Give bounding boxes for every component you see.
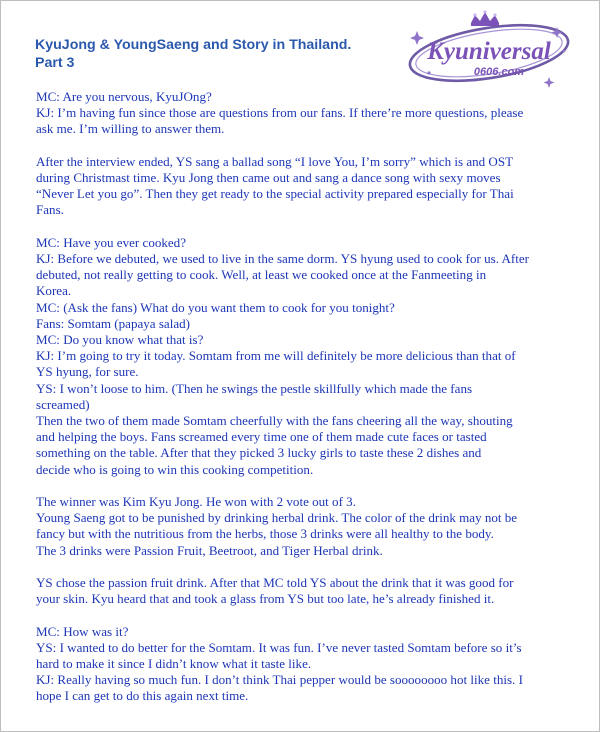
- text-line: After the interview ended, YS sang a ballad song “I love You, I’m sorry” which is and OST: [36, 153, 514, 169]
- text-line: KJ: Really having so much fun. I don’t think Thai pepper would be soooooooo hot like this. I: [36, 672, 523, 688]
- text-line: Fans.: [36, 202, 64, 218]
- text-line: hard to make it since I didn’t know what it taste like.: [36, 656, 312, 672]
- document-body: [36, 89, 592, 705]
- text-line: The winner was Kim Kyu Jong. He won with 2 vote out of 3.: [36, 494, 356, 510]
- text-line: MC: Do you know what that is?: [36, 332, 204, 348]
- text-line: “Never Let you go”. Then they get ready to the special activity prepared especially for Thai: [36, 186, 514, 202]
- text-line: debuted, not really getting to cook. Well, at least we cooked once at the Fanmeeting in: [36, 267, 487, 283]
- paragraph: [36, 575, 592, 607]
- text-line: MC: How was it?: [36, 623, 129, 639]
- text-line: and helping the boys. Fans screamed every time one of them made cute faces or tasted: [36, 429, 487, 445]
- text-line: Fans: Somtam (papaya salad): [36, 315, 190, 331]
- title-line: KyuJong & YoungSaeng and Story in Thailand.: [35, 37, 352, 53]
- paragraph-gap: [36, 607, 592, 623]
- paragraph-gap: [36, 478, 592, 494]
- text-line: decide who is going to win this cooking competition.: [36, 461, 314, 477]
- logo-text-sub: 0606.com: [473, 66, 525, 78]
- paragraph-gap: [36, 138, 592, 154]
- paragraph-gap: [36, 559, 592, 575]
- text-line: The 3 drinks were Passion Fruit, Beetroot, and Tiger Herbal drink.: [36, 542, 383, 558]
- crown-icon: [471, 10, 499, 26]
- text-line: something on the table. After that they picked 3 lucky girls to taste these 2 dishes and: [36, 445, 482, 461]
- text-line: during Christmast time. Kyu Jong then came out and sang a dance song with sexy moves: [36, 170, 501, 185]
- text-line: fancy but with the nutritious from the herbs, those 3 drinks were all healthy to the body.: [36, 526, 494, 542]
- paragraph: [36, 494, 592, 559]
- text-line: MC: (Ask the fans) What do you want them to cook for you tonight?: [36, 299, 395, 315]
- paragraph: [36, 624, 592, 705]
- text-line: YS: I won’t loose to him. (Then he swings the pestle skillfully which made the fans: [36, 380, 473, 396]
- text-line: KJ: Before we debuted, we used to live in the same dorm. YS hyung used to cook for us. After: [36, 251, 530, 266]
- kyuniversal-logo: [399, 9, 579, 91]
- text-line: Then the two of them made Somtam cheerfully with the fans cheering all the way, shouting: [36, 413, 513, 429]
- text-line: YS chose the passion fruit drink. After that MC told YS about the drink that it was good for: [36, 575, 514, 591]
- text-line: ask me. I’m willing to answer them.: [36, 121, 225, 137]
- title-line: Part 3: [35, 55, 75, 71]
- text-line: YS hyung, for sure.: [36, 364, 139, 380]
- document-title: [35, 36, 351, 72]
- text-line: screamed): [36, 396, 90, 412]
- text-line: MC: Have you ever cooked?: [36, 234, 186, 250]
- text-line: MC: Are you nervous, KyuJOng?: [36, 89, 212, 104]
- paragraph: [36, 154, 592, 219]
- paragraph: [36, 235, 592, 478]
- text-line: Korea.: [36, 283, 72, 299]
- text-line: your skin. Kyu heard that and took a glass from YS but too late, he’s already finished it.: [36, 591, 495, 607]
- logo-text-main: Kyuniversal: [427, 38, 551, 65]
- paragraph: [36, 89, 592, 138]
- text-line: KJ: I’m having fun since those are questions from our fans. If there’re more questions, please: [36, 105, 524, 121]
- text-line: YS: I wanted to do better for the Somtam. It was fun. I’ve never tasted Somtam before so it’s: [36, 639, 522, 655]
- text-line: KJ: I’m going to try it today. Somtam from me will definitely be more delicious than that of: [36, 348, 516, 364]
- text-line: hope I can get to do this again next time.: [36, 688, 249, 704]
- text-line: Young Saeng got to be punished by drinking herbal drink. The color of the drink may not be: [36, 510, 518, 526]
- paragraph-gap: [36, 219, 592, 235]
